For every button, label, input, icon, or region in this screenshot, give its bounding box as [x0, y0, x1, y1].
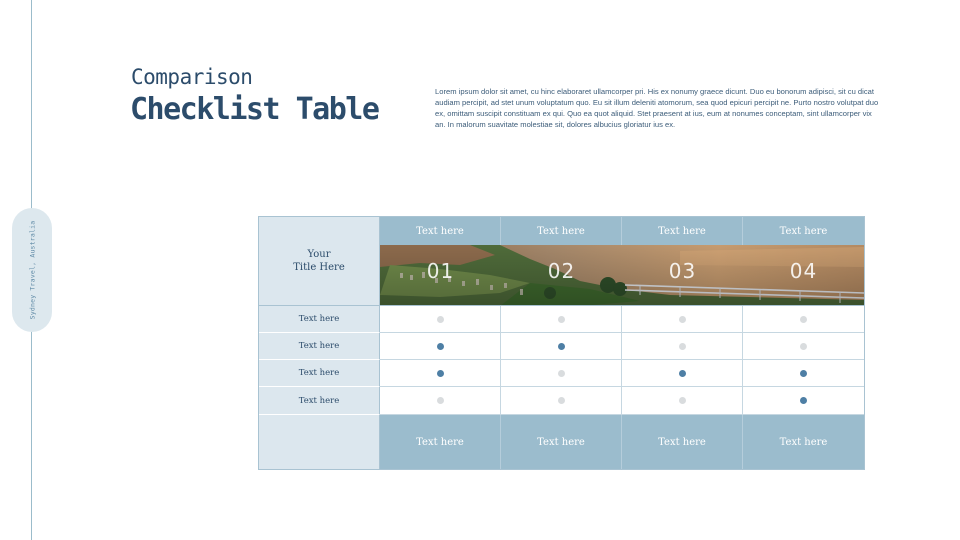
check-cell — [380, 333, 501, 360]
check-dot — [679, 370, 686, 377]
check-cell — [743, 360, 864, 387]
check-cell — [380, 306, 501, 333]
check-dot — [437, 370, 444, 377]
row-label-1: Text here — [259, 306, 380, 333]
column-number-4: 04 — [789, 259, 818, 283]
side-tag — [12, 208, 52, 332]
check-cell — [622, 387, 743, 415]
check-dot — [800, 343, 807, 350]
table-title-line2: Title Here — [293, 262, 345, 273]
check-dot — [800, 370, 807, 377]
column-header-1: Text here — [380, 217, 501, 245]
check-cell — [743, 333, 864, 360]
check-cell — [501, 306, 622, 333]
column-number-2: 02 — [547, 259, 576, 283]
check-dot — [437, 343, 444, 350]
column-number-3: 03 — [668, 259, 697, 283]
check-dot — [437, 316, 444, 323]
check-cell — [501, 333, 622, 360]
check-cell — [501, 387, 622, 415]
check-dot — [679, 397, 686, 404]
intro-paragraph: Lorem ipsum dolor sit amet, cu hinc elaboraret ullamcorper pri. His ex nonumy graece dicunt. Duo eu bonorum adipisci, sit cu dicat audiam percipit, ad stet unum voluptatum quo. Eu sit illum deleniti atomorum, sea quod epicuri percipit ne. Purto nostro volutpat duo ex, omittam suscipit constituam ex qui. Quo ea quot aliquid. Stet praesent at ius, eum at nonumes conceptam, sint ullamcorper vix an. In malorum suavitate molestiae sit, dolores albucius gloriatur ius ex. — [435, 87, 879, 129]
check-cell — [501, 360, 622, 387]
table-title-cell — [259, 217, 380, 306]
check-dot — [558, 397, 565, 404]
row-label-2: Text here — [259, 333, 380, 360]
row-label-3: Text here — [259, 360, 380, 387]
column-footer-3: Text here — [622, 415, 743, 469]
check-dot — [558, 316, 565, 323]
side-tag-label: Sydney Travel, Australia — [28, 220, 37, 320]
footer-blank-cell — [259, 415, 380, 469]
table-title-line1: Your — [307, 249, 331, 260]
check-dot — [558, 370, 565, 377]
column-header-4: Text here — [743, 217, 864, 245]
check-cell — [622, 306, 743, 333]
check-cell — [743, 306, 864, 333]
column-number-1: 01 — [426, 259, 455, 283]
check-cell — [622, 360, 743, 387]
check-dot — [558, 343, 565, 350]
page-title: Checklist Table — [130, 92, 379, 127]
page-subtitle: Comparison — [131, 65, 253, 89]
check-dot — [679, 316, 686, 323]
check-dot — [437, 397, 444, 404]
column-footer-4: Text here — [743, 415, 864, 469]
check-dot — [800, 316, 807, 323]
column-header-3: Text here — [622, 217, 743, 245]
check-cell — [380, 360, 501, 387]
check-dot — [800, 397, 807, 404]
column-footer-1: Text here — [380, 415, 501, 469]
row-label-4: Text here — [259, 387, 380, 415]
checklist-table — [258, 216, 865, 470]
column-header-2: Text here — [501, 217, 622, 245]
check-cell — [622, 333, 743, 360]
header-photo — [380, 245, 864, 306]
check-cell — [743, 387, 864, 415]
column-footer-2: Text here — [501, 415, 622, 469]
check-dot — [679, 343, 686, 350]
check-cell — [380, 387, 501, 415]
